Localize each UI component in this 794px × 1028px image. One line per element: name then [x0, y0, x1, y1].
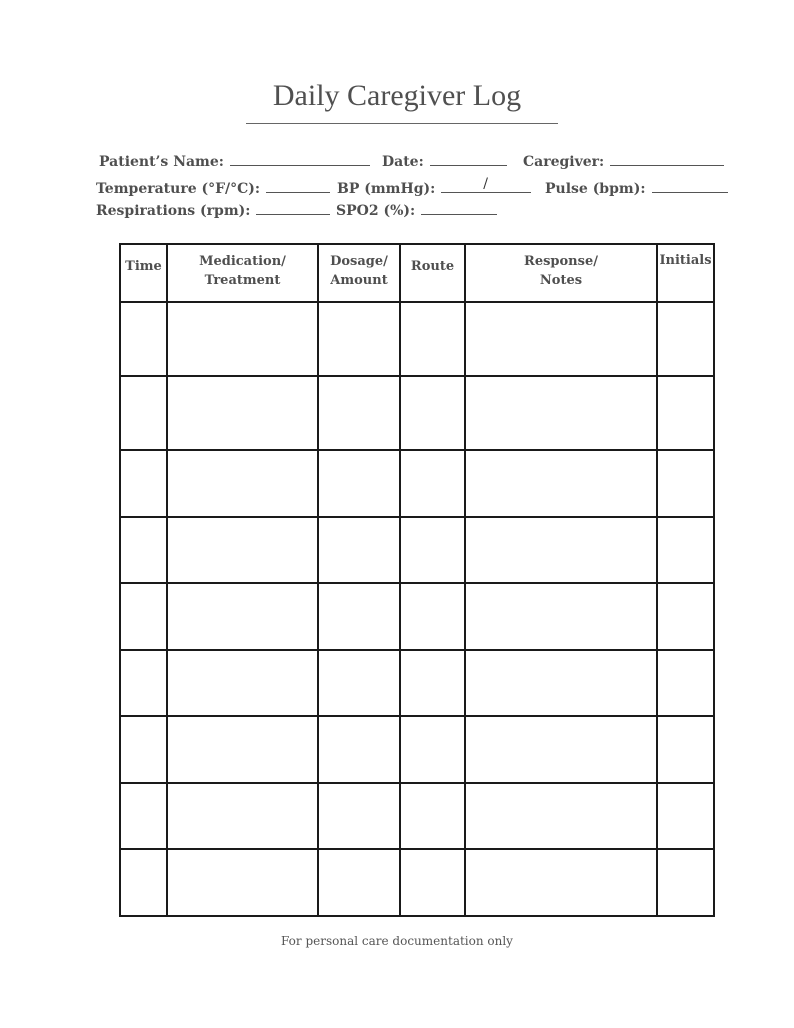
cell-response[interactable]: [465, 302, 657, 376]
caregiver-label: Caregiver:: [523, 154, 605, 170]
cell-dosage[interactable]: [318, 783, 400, 849]
cell-route[interactable]: [400, 376, 465, 450]
cell-time[interactable]: [120, 783, 167, 849]
cell-medication[interactable]: [167, 302, 318, 376]
table-row: [120, 583, 714, 650]
cell-response[interactable]: [465, 450, 657, 517]
date-label: Date:: [382, 154, 424, 170]
cell-time[interactable]: [120, 517, 167, 583]
date-input[interactable]: [430, 151, 507, 166]
cell-medication[interactable]: [167, 716, 318, 783]
cell-route[interactable]: [400, 849, 465, 916]
cell-time[interactable]: [120, 583, 167, 650]
cell-response[interactable]: [465, 849, 657, 916]
cell-time[interactable]: [120, 450, 167, 517]
caregiver-log-table: [119, 243, 715, 917]
temperature-field: [96, 178, 330, 198]
cell-dosage[interactable]: [318, 650, 400, 716]
cell-response[interactable]: [465, 517, 657, 583]
pulse-label: Pulse (bpm):: [545, 181, 646, 197]
table-row: [120, 849, 714, 916]
column-header-medication-line2: Treatment: [204, 273, 281, 288]
cell-dosage[interactable]: [318, 583, 400, 650]
cell-initials[interactable]: [657, 583, 714, 650]
table-row: [120, 650, 714, 716]
cell-dosage[interactable]: [318, 849, 400, 916]
cell-route[interactable]: [400, 450, 465, 517]
cell-dosage[interactable]: [318, 376, 400, 450]
cell-medication[interactable]: [167, 650, 318, 716]
column-header-medication: [167, 244, 318, 302]
cell-response[interactable]: [465, 376, 657, 450]
cell-initials[interactable]: [657, 517, 714, 583]
cell-dosage[interactable]: [318, 302, 400, 376]
cell-route[interactable]: [400, 716, 465, 783]
column-header-response-line1: Response/: [524, 254, 598, 269]
cell-time[interactable]: [120, 376, 167, 450]
cell-route[interactable]: [400, 650, 465, 716]
caregiver-field: [523, 151, 724, 171]
cell-medication[interactable]: [167, 583, 318, 650]
column-header-initials: [657, 244, 714, 302]
table-row: [120, 302, 714, 376]
column-header-time: [120, 244, 167, 302]
cell-route[interactable]: [400, 583, 465, 650]
patient-name-field: [99, 151, 370, 171]
cell-route[interactable]: [400, 783, 465, 849]
respirations-input[interactable]: [256, 200, 330, 215]
table-row: [120, 450, 714, 517]
pulse-input[interactable]: [652, 178, 728, 193]
cell-initials[interactable]: [657, 716, 714, 783]
cell-response[interactable]: [465, 650, 657, 716]
column-header-response: [465, 244, 657, 302]
caregiver-input[interactable]: [610, 151, 724, 166]
pulse-field: [545, 178, 728, 198]
date-field: [382, 151, 507, 171]
respirations-label: Respirations (rpm):: [96, 203, 251, 219]
spo2-field: [336, 200, 497, 220]
cell-medication[interactable]: [167, 376, 318, 450]
cell-initials[interactable]: [657, 783, 714, 849]
cell-medication[interactable]: [167, 517, 318, 583]
bp-field: [337, 178, 531, 198]
respirations-field: [96, 200, 330, 220]
table-row: [120, 376, 714, 450]
bp-label: BP (mmHg):: [337, 181, 436, 197]
spo2-input[interactable]: [421, 200, 497, 215]
cell-medication[interactable]: [167, 450, 318, 517]
cell-route[interactable]: [400, 302, 465, 376]
spo2-label: SPO2 (%):: [336, 203, 416, 219]
column-header-route: [400, 244, 465, 302]
cell-initials[interactable]: [657, 650, 714, 716]
patient-name-input[interactable]: [230, 151, 370, 166]
patient-name-label: Patient’s Name:: [99, 154, 224, 170]
table-row: [120, 783, 714, 849]
cell-time[interactable]: [120, 302, 167, 376]
cell-dosage[interactable]: [318, 517, 400, 583]
cell-time[interactable]: [120, 650, 167, 716]
bp-separator: /: [483, 176, 489, 192]
column-header-initials-text: Initials: [659, 253, 712, 268]
column-header-dosage-line2: Amount: [330, 273, 388, 288]
cell-medication[interactable]: [167, 849, 318, 916]
cell-initials[interactable]: [657, 302, 714, 376]
temperature-input[interactable]: [266, 178, 330, 193]
footer-note: For personal care documentation only: [281, 934, 513, 948]
column-header-response-line2: Notes: [539, 273, 583, 288]
temperature-label: Temperature (°F/°C):: [96, 181, 261, 197]
cell-response[interactable]: [465, 716, 657, 783]
cell-initials[interactable]: [657, 450, 714, 517]
table-header-row: [120, 244, 714, 302]
table-row: [120, 517, 714, 583]
title-underline: [246, 123, 558, 124]
cell-initials[interactable]: [657, 376, 714, 450]
cell-time[interactable]: [120, 716, 167, 783]
column-header-medication-line1: Medication/: [199, 254, 286, 269]
column-header-route-text: Route: [410, 259, 455, 274]
cell-dosage[interactable]: [318, 716, 400, 783]
page-title: Daily Caregiver Log: [272, 79, 522, 112]
cell-response[interactable]: [465, 783, 657, 849]
column-header-dosage: [318, 244, 400, 302]
column-header-time-text: Time: [125, 259, 162, 274]
bp-input[interactable]: [441, 178, 531, 193]
table-row: [120, 716, 714, 783]
cell-route[interactable]: [400, 517, 465, 583]
cell-medication[interactable]: [167, 783, 318, 849]
cell-initials[interactable]: [657, 849, 714, 916]
cell-response[interactable]: [465, 583, 657, 650]
cell-time[interactable]: [120, 849, 167, 916]
cell-dosage[interactable]: [318, 450, 400, 517]
column-header-dosage-line1: Dosage/: [330, 254, 388, 269]
